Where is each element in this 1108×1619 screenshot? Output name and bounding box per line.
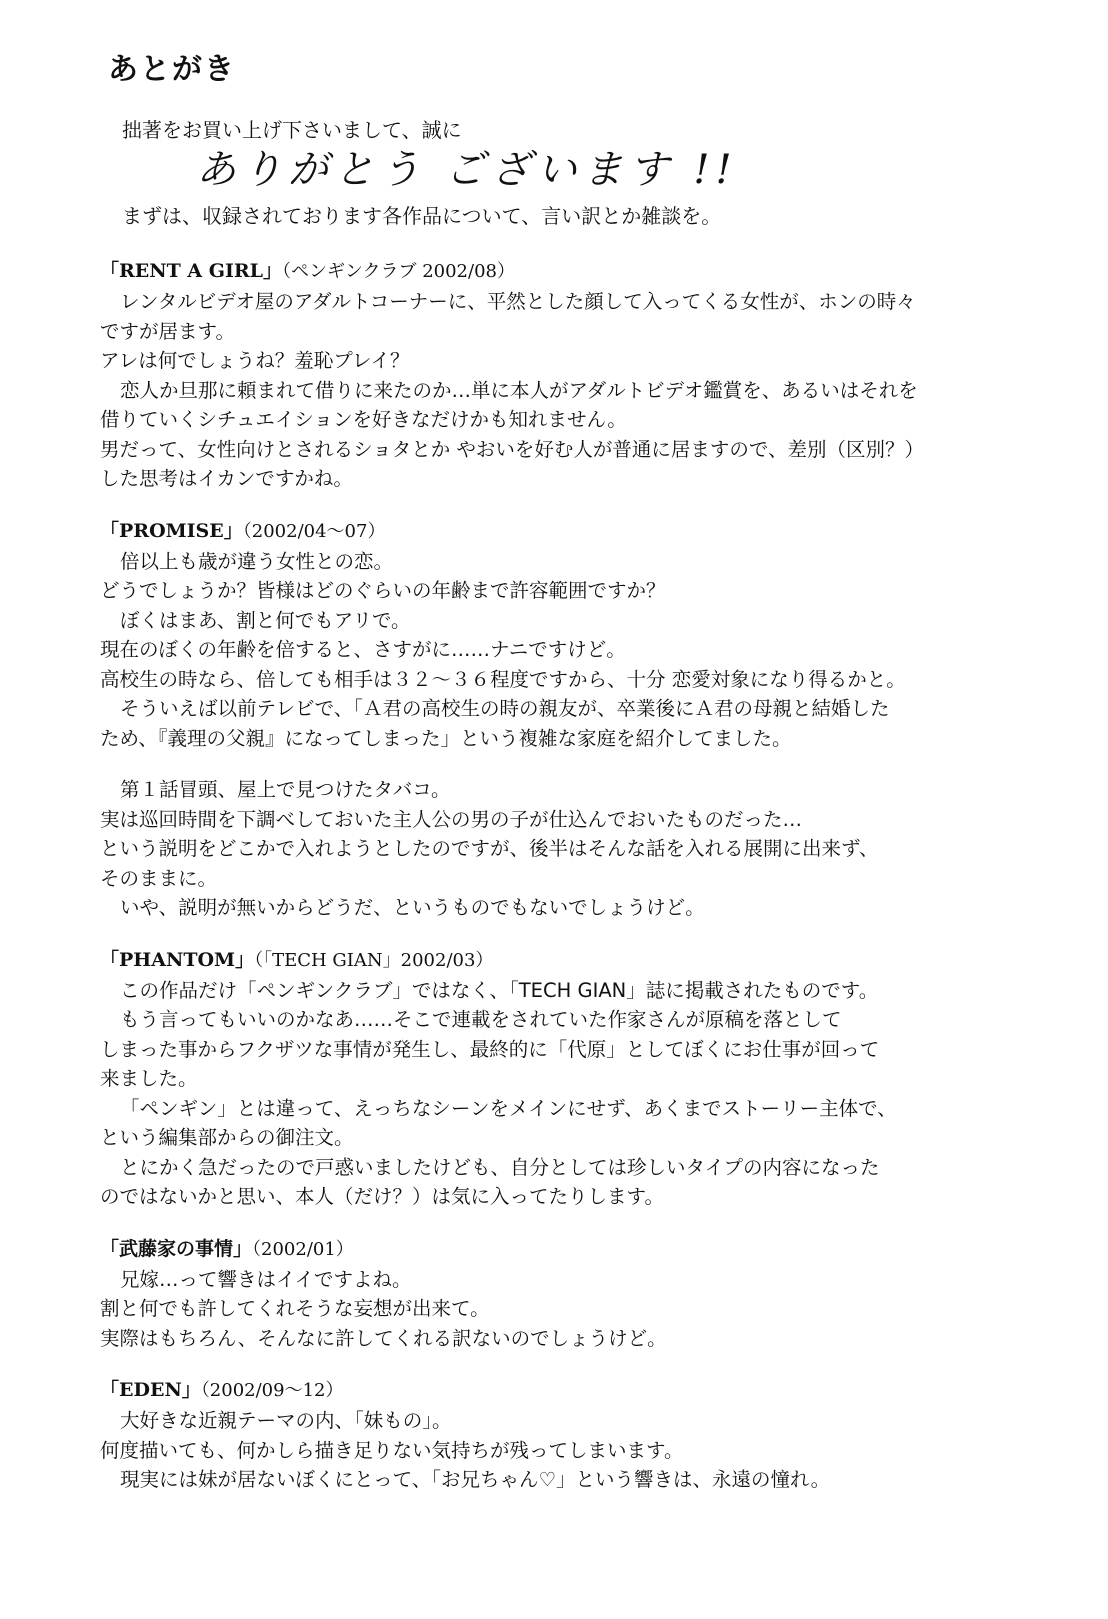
- sections-container: [100, 256, 1060, 1517]
- section-meta: （ペンギンクラブ 2002/08）: [282, 261, 515, 282]
- text-line: 借りていくシチュエイションを好きなだけかも知れません。: [100, 408, 627, 431]
- section-heading: [100, 256, 1060, 287]
- section-heading: [100, 945, 1060, 976]
- section-title: 「武藤家の事情」: [100, 1237, 253, 1260]
- thanks-handwritten: ありがとう ございます !!: [196, 147, 738, 193]
- section-meta: （2002/04～07）: [242, 520, 386, 542]
- text-line: 何度描いても、何かしら描き足りない気持ちが残ってしまいます。: [100, 1438, 684, 1462]
- section-title: 「RENT A GIRL」: [100, 260, 283, 282]
- text-line: という編集部からの御注文。: [100, 1126, 354, 1149]
- text-line: ですが居ます。: [100, 319, 235, 343]
- text-line: という説明をどこかで入れようとしたのですが、後半はそんな話を入れる展開に出来ず、: [100, 837, 879, 860]
- text-line: いや、説明が無いからどうだ、というものでもないでしょうけど。: [120, 896, 705, 919]
- section-title: 「PHANTOM」: [100, 948, 255, 971]
- text-line: レンタルビデオ屋のアダルトコーナーに、平然とした顔して入ってくる女性が、ホンの時々: [120, 290, 916, 313]
- text-line: ため、『義理の父親』になってしまった」という複雑な家庭を紹介してました。: [100, 726, 792, 750]
- text-line: しまった事からフクザツな事情が発生し、最終的に「代原」としてぼくにお仕事が回って: [100, 1037, 880, 1061]
- section: [100, 1234, 1060, 1354]
- text-line: した思考はイカンですかね。: [100, 467, 353, 490]
- text-line: 現実には妹が居ないぼくにとって、「お兄ちゃん♡」という響きは、永遠の憧れ。: [120, 1468, 831, 1491]
- page-title: あとがき: [108, 52, 236, 87]
- intro-line-1: 拙著をお買い上げ下さいまして、誠に: [122, 118, 462, 142]
- text-line: 現在のぼくの年齢を倍すると、さすがに……ナニですけど。: [100, 638, 626, 661]
- section-title: 「PROMISE」: [100, 519, 243, 542]
- text-line: 兄嫁…って響きはイイですよね。: [120, 1267, 412, 1291]
- text-line: のではないかと思い、本人（だけ？）は気に入ってたりします。: [100, 1185, 664, 1208]
- text-line: 倍以上も歳が違う女性との恋。: [120, 549, 394, 573]
- text-line: もう言ってもいいのかなあ……そこで連載をされていた作家さんが原稿を落として: [120, 1008, 842, 1031]
- text-line: どうでしょうか？皆様はどのぐらいの年齢まで許容範囲ですか？: [100, 579, 666, 602]
- section: [100, 516, 1060, 923]
- section-heading: [100, 1375, 1060, 1406]
- intro-line-2: まずは、収録されております各作品について、言い訳とか雑談を。: [122, 204, 722, 228]
- text-line: 恋人か旦那に頼まれて借りに来たのか…単に本人がアダルトビデオ鑑賞を、あるいはそれを: [120, 378, 918, 402]
- section-meta: （「TECH GIAN」2002/03）: [254, 949, 494, 971]
- text-line: そのままに。: [100, 866, 218, 890]
- section-meta: （2002/09～12）: [200, 1380, 344, 1401]
- text-line: この作品だけ「ペンギンクラブ」ではなく、「TECH GIAN」誌に掲載されたものです。: [120, 978, 879, 1002]
- section: [100, 1375, 1060, 1495]
- section-heading: [100, 1234, 1060, 1265]
- text-line: 割と何でも許してくれそうな妄想が出来て。: [100, 1297, 490, 1320]
- text-line: 男だって、女性向けとされるショタとか やおいを好む人が普通に居ますので、差別（区別？）: [100, 437, 925, 461]
- text-line: 大好きな近親テーマの内、「妹もの」。: [120, 1409, 452, 1432]
- section: [100, 945, 1060, 1212]
- text-line: 実際はもちろん、そんなに許してくれる訳ないのでしょうけど。: [100, 1326, 667, 1350]
- text-line: 「ペンギン」とは違って、えっちなシーンをメインにせず、あくまでストーリー主体で、: [120, 1096, 897, 1120]
- text-line: 高校生の時なら、倍しても相手は３２～３６程度ですから、十分 恋愛対象になり得るかと。: [100, 667, 906, 691]
- text-line: 来ました。: [100, 1067, 198, 1090]
- text-line: そういえば以前テレビで、「Ａ君の高校生の時の親友が、卒業後にＡ君の母親と結婚した: [120, 697, 890, 720]
- text-line: 第１話冒頭、屋上で見つけたタバコ。: [120, 778, 451, 801]
- section-meta: （2002/01）: [252, 1238, 354, 1260]
- paragraph-gap: [100, 753, 1060, 775]
- section-heading: [100, 516, 1060, 547]
- section: [100, 256, 1060, 494]
- section-title: 「EDEN」: [100, 1379, 201, 1401]
- text-line: ぼくはまあ、割と何でもアリで。: [120, 608, 411, 632]
- text-line: 実は巡回時間を下調べしておいた主人公の男の子が仕込んでおいたものだった…: [100, 807, 803, 831]
- text-line: アレは何でしょうね？羞恥プレイ？: [100, 349, 410, 372]
- text-line: とにかく急だったので戸惑いましたけども、自分としては珍しいタイプの内容になった: [120, 1155, 880, 1179]
